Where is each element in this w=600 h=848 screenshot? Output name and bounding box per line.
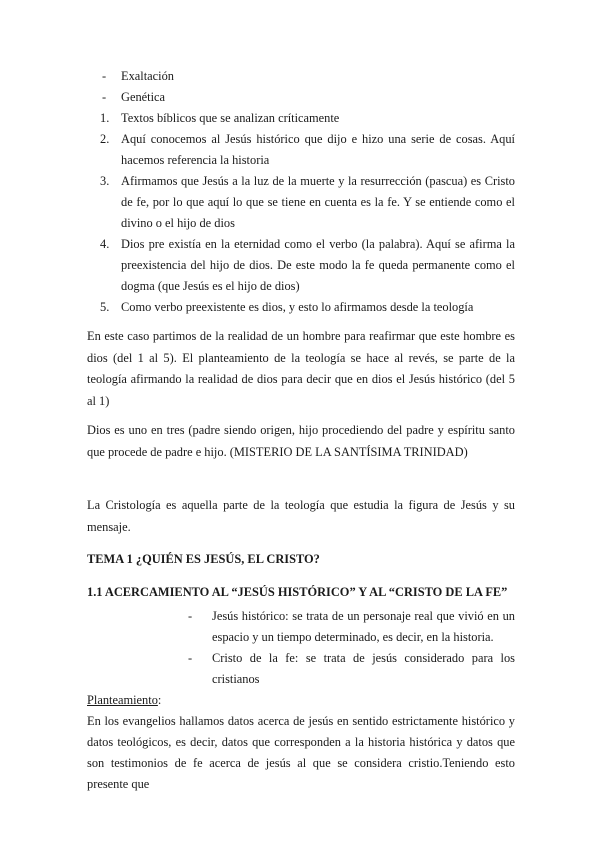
- list-item: 5. Como verbo preexistente es dios, y esto lo afirmamos desde la teología: [100, 300, 474, 314]
- heading-tema: TEMA 1 ¿QUIÉN ES JESÚS, EL CRISTO?: [87, 552, 320, 566]
- planteamiento-label: Planteamiento:: [87, 693, 162, 707]
- list-item: - Exaltación: [87, 66, 515, 87]
- blank-line: [87, 463, 515, 487]
- numbered-list: [87, 108, 515, 318]
- list-item: - Genética: [87, 87, 515, 108]
- document-body: [87, 66, 515, 795]
- list-item: 3. Afirmamos que Jesús a la luz de la muerte y la resurrección (pascua) es Cristo de fe, por lo que aquí lo que se tiene en cuenta es la fe. Y se entiende como el divino o el hijo de dios: [100, 174, 515, 230]
- paragraph-3: La Cristología es aquella parte de la teología que estudia la figura de Jesús y su mensaje.: [87, 498, 515, 534]
- list-item: - Cristo de la fe: se trata de jesús considerado para los cristianos: [188, 648, 515, 690]
- dash-bullet: -: [188, 609, 193, 623]
- heading-subsection: 1.1 ACERCAMIENTO AL “JESÚS HISTÓRICO” Y AL “CRISTO DE LA FE”: [87, 585, 508, 599]
- paragraph-4: En los evangelios hallamos datos acerca de jesús en sentido estrictamente histórico y datos teológicos, es decir, datos que corresponden a la historia histórica y datos que son testimonios de fe acerca de jesús al que se considera cristio.Teniendo esto presente que: [87, 714, 515, 791]
- list-item: 2. Aquí conocemos al Jesús histórico que dijo e hizo una serie de cosas. Aquí hacemos referencia la historia: [100, 132, 515, 167]
- dash-bullet: -: [102, 69, 107, 83]
- dash-bullet: -: [188, 651, 193, 665]
- indented-dash-list: [87, 606, 515, 690]
- dash-bullet: -: [102, 90, 107, 104]
- list-item: - Jesús histórico: se trata de un personaje real que vivió en un espacio y un tiempo determinado, es decir, en la historia.: [188, 606, 515, 648]
- paragraph-1: En este caso partimos de la realidad de un hombre para reafirmar que este hombre es dios (del 1 al 5). El planteamiento de la teología se hace al revés, se parte de la teología afirmando la realidad de dios para decir que en dios el Jesús histórico (del 5 al 1): [87, 329, 515, 408]
- list-item: 4. Dios pre existía en la eternidad como el verbo (la palabra). Aquí se afirma la preexistencia del hijo de dios. De este modo la fe queda permanente como el dogma (que Jesús es el hijo de dios): [100, 237, 515, 293]
- paragraph-2: Dios es uno en tres (padre siendo origen, hijo procediendo del padre y espíritu santo que procede de padre e hijo. (MISTERIO DE LA SANTÍSIMA TRINIDAD): [87, 423, 515, 459]
- list-item: 1. Textos bíblicos que se analizan críticamente: [100, 111, 340, 125]
- top-dash-list: [87, 66, 515, 108]
